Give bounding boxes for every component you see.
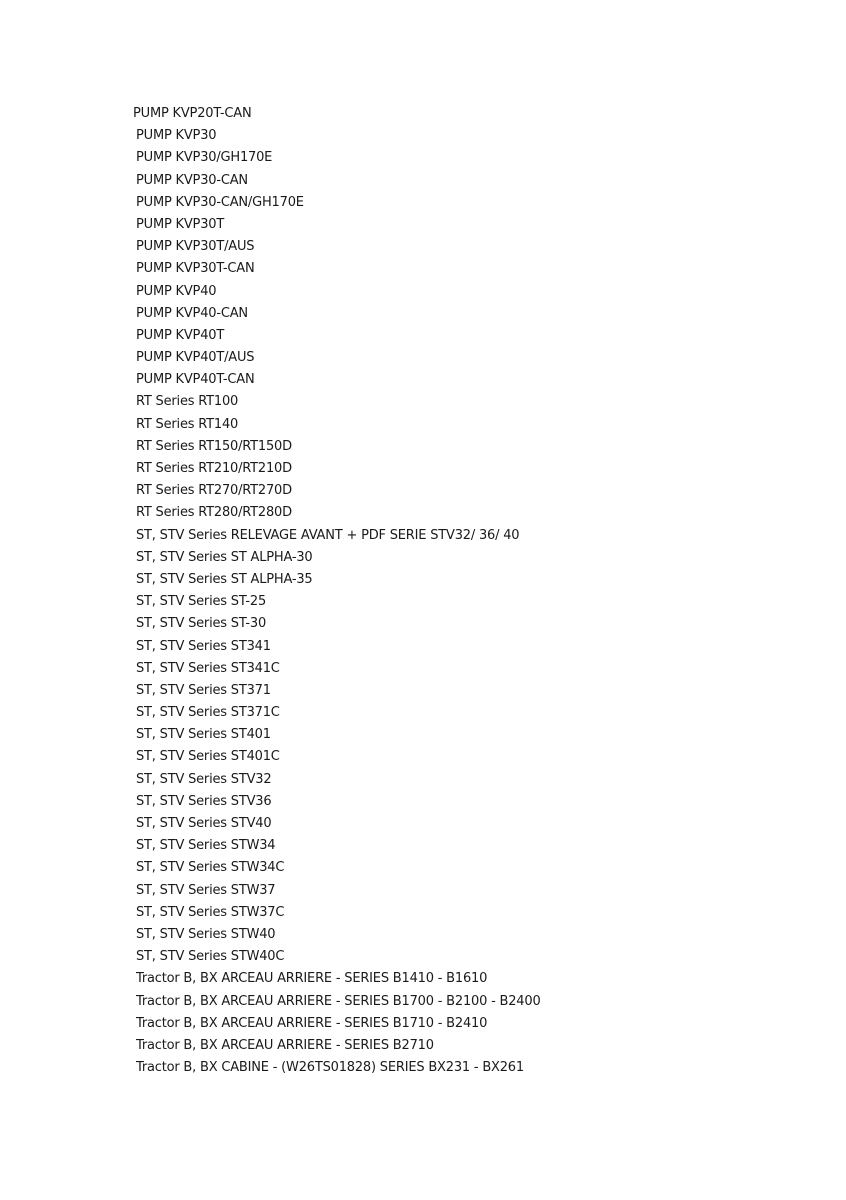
list-item: Tractor B, BX ARCEAU ARRIERE - SERIES B1410 - B1610	[136, 971, 488, 987]
list-item: RT Series RT140	[136, 416, 239, 432]
list-item: ST, STV Series STV36	[136, 793, 272, 809]
list-item: ST, STV Series ST-30	[136, 616, 267, 632]
list-item: ST, STV Series ST401	[136, 727, 271, 743]
parts-list	[0, 103, 541, 1079]
list-item: ST, STV Series ST ALPHA-30	[136, 549, 313, 565]
list-item: Tractor B, BX ARCEAU ARRIERE - SERIES B2710	[136, 1037, 434, 1053]
list-item: ST, STV Series ST371	[136, 682, 271, 698]
list-item: ST, STV Series STV32	[136, 771, 272, 787]
list-item: PUMP KVP30-CAN	[136, 172, 248, 188]
list-item: ST, STV Series STW40	[136, 926, 276, 942]
list-item: RT Series RT210/RT210D	[136, 461, 292, 476]
list-item: PUMP KVP30	[136, 128, 217, 144]
list-item: ST, STV Series STW34	[136, 838, 276, 854]
list-item: Tractor B, BX CABINE - (W26TS01828) SERIES BX231 - BX261	[136, 1060, 524, 1076]
list-item: ST, STV Series ST341	[136, 638, 271, 654]
list-item: PUMP KVP30T/AUS	[136, 239, 255, 255]
list-item: PUMP KVP20T-CAN	[133, 106, 252, 121]
list-item: Tractor B, BX ARCEAU ARRIERE - SERIES B1710 - B2410	[136, 1015, 488, 1031]
list-item: ST, STV Series STW37C	[136, 904, 285, 920]
list-item: PUMP KVP30T-CAN	[136, 261, 255, 277]
list-item: RT Series RT280/RT280D	[136, 505, 292, 521]
list-item: Tractor B, BX ARCEAU ARRIERE - SERIES B1700 - B2100 - B2400	[136, 993, 541, 1009]
list-item: PUMP KVP40T/AUS	[136, 350, 255, 366]
list-item: ST, STV Series STW37	[136, 882, 276, 898]
list-item: RT Series RT270/RT270D	[136, 483, 292, 499]
list-item: PUMP KVP40	[136, 283, 217, 299]
list-item: ST, STV Series STW40C	[136, 949, 285, 965]
list-item: ST, STV Series STV40	[136, 816, 272, 831]
list-item: PUMP KVP30T	[136, 216, 225, 232]
list-item: PUMP KVP30-CAN/GH170E	[136, 194, 304, 210]
list-item: PUMP KVP40T	[136, 327, 225, 343]
list-item: PUMP KVP40-CAN	[136, 305, 248, 321]
list-item: RT Series RT100	[136, 394, 239, 410]
list-item: ST, STV Series ST401C	[136, 749, 280, 765]
list-item: ST, STV Series STW34C	[136, 860, 285, 876]
list-item: ST, STV Series ST371C	[136, 705, 280, 721]
list-item: ST, STV Series ST341C	[136, 660, 280, 676]
list-item: RT Series RT150/RT150D	[136, 438, 292, 454]
list-item: PUMP KVP40T-CAN	[136, 372, 255, 388]
list-item: PUMP KVP30/GH170E	[136, 150, 273, 166]
list-item: ST, STV Series RELEVAGE AVANT + PDF SERIE STV32/ 36/ 40	[136, 527, 520, 543]
list-item: ST, STV Series ST-25	[136, 594, 267, 610]
list-item: ST, STV Series ST ALPHA-35	[136, 571, 313, 587]
